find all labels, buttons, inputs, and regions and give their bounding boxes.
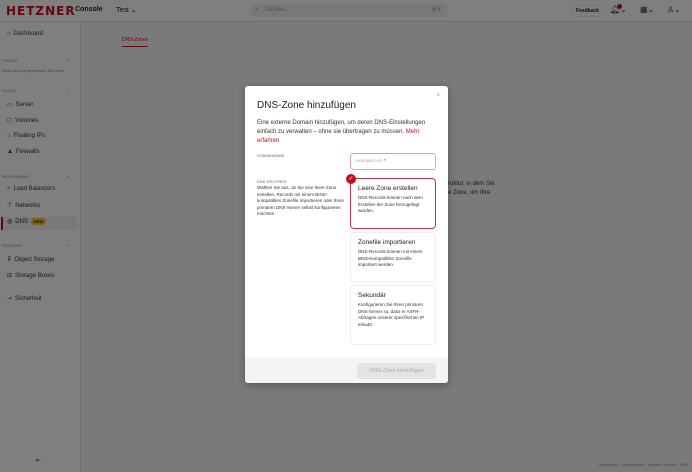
required-mark: * (384, 158, 386, 163)
domain-placeholder: example.com (356, 158, 383, 163)
records-description: Wählen Sie aus, ob Sie eine leere Zone erstellen, Records mit einem BIND-kompatiblen Zonefile importieren oder Ihren primären DNS-Server selbst konfigurieren möchten. (257, 185, 345, 216)
dialog-description (257, 119, 439, 146)
option-import-zonefile[interactable] (350, 232, 436, 282)
dialog-footer (245, 358, 448, 383)
description-text: Eine externe Domain hinzufügen, um deren DNS-Einstellungen einfach zu verwalten – ohne sie übertragen zu müssen. (257, 120, 426, 135)
option-empty-zone[interactable] (350, 178, 436, 229)
add-dns-zone-button[interactable]: DNS-Zone hinzufügen (357, 363, 436, 379)
add-dns-zone-dialog (245, 86, 448, 383)
check-icon: ✓ (346, 174, 356, 184)
option-desc: DNS-Records können nach dem Erstellen der Zone hinzugefügt werden. (358, 195, 423, 213)
option-title: Zonefile importieren (358, 239, 416, 246)
records-label: DNS-RECORDS (257, 179, 287, 184)
close-icon[interactable]: × (436, 93, 440, 99)
domain-label: DOMAINNAME (257, 153, 285, 158)
option-title: Leere Zone erstellen (358, 185, 418, 192)
option-desc: DNS-Records können mit einem BIND-kompatiblen Zonefile importiert werden. (358, 249, 423, 267)
domain-input[interactable] (350, 153, 436, 170)
learn-more-link[interactable]: Mehr erfahren (257, 129, 420, 144)
dialog-title: DNS-Zone hinzufügen (257, 100, 356, 111)
option-desc: Konfigurieren Sie Ihren primären DNS-Server so, dass er AXFR-Abfragen unserer spezifischen IP erlaubt. (358, 302, 425, 327)
option-secondary[interactable] (350, 285, 436, 345)
option-title: Sekundär (358, 292, 386, 299)
